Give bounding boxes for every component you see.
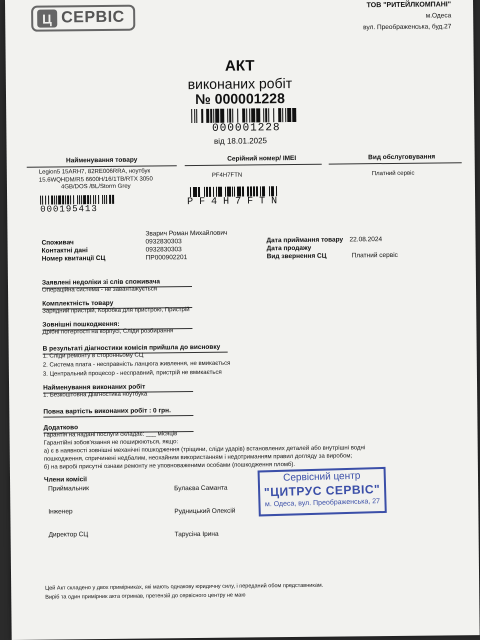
footer-note bbox=[45, 582, 323, 603]
total-cost: Повна вартість виконаних робіт : 0 грн. bbox=[43, 407, 171, 416]
logo-mark: Ц bbox=[37, 9, 57, 27]
serial-barcode-number: PF4H7FTN bbox=[187, 196, 284, 209]
extra-item: б) на виробі присутні ознаки ремонту не уповноваженими особами (пошкодження пломб). bbox=[43, 461, 296, 471]
accept-date-label: Дата приймання товару bbox=[266, 236, 344, 245]
barcode-bar bbox=[296, 108, 299, 122]
product-line: Legion5 15ARH7, 82RE006RRA, ноутбук bbox=[38, 168, 151, 176]
kit-text: Зарядний пристрій, Коробка для пристрою, Пристрій bbox=[42, 307, 190, 315]
stamp-line: "ЦИТРУС СЕРВІС" bbox=[263, 482, 381, 500]
divider bbox=[43, 415, 193, 418]
serial-number: PF4H7FTN bbox=[211, 172, 243, 179]
act-date: від 18.01.2025 bbox=[213, 136, 268, 146]
works-title: Найменування виконаних робіт bbox=[43, 383, 146, 392]
barcode-bar bbox=[277, 186, 278, 196]
extra-item: Гарантійні зобов'язання не поширюються, якщо: bbox=[43, 439, 179, 447]
col-product-header: Найменування товару bbox=[65, 156, 138, 165]
product-line: 15.6WQHDM/R5 6600H/16/1TB/RTX 3050 bbox=[38, 175, 153, 184]
accept-date: 22.08.2024 bbox=[349, 236, 383, 244]
conclusion-item: 2. Система плата - несправність ланцюга живлення, не вмикається bbox=[42, 360, 231, 369]
stamp-line: м. Одеса, вул. Преображенська, 27 bbox=[264, 498, 381, 509]
conclusion-title: В результаті діагностики комісія прийшла до висновку bbox=[42, 343, 221, 353]
sale-date-label: Дата продажу bbox=[266, 244, 312, 253]
extra-item: пошкодження, спричинені недбалим, неохайним використанням і недотриманням правил догляду за виробом; bbox=[43, 453, 353, 463]
commission-member: Рудницький Олексій bbox=[174, 507, 236, 516]
extra-item: а) є в наявності зовнішні механічні пошкодження (тріщини, сліди ударів) встановлених деталей або внутрішні водні bbox=[43, 445, 366, 455]
company-street: вул. Преображенська, буд.27 bbox=[363, 23, 452, 32]
stamp-line: Сервісний центр bbox=[283, 470, 361, 484]
conclusion-list bbox=[43, 351, 231, 380]
act-subtitle: виконаних робіт bbox=[187, 74, 293, 93]
footer-line: Цей Акт складено у двох примірниках, які мають однакову юридичну силу, і переданий обом представникам. bbox=[45, 582, 324, 592]
company-name: ТОВ "РИТЕЙЛКОМПАНІ" bbox=[366, 1, 452, 10]
product-code: 000195413 bbox=[40, 204, 98, 215]
commission-role: Приймальник bbox=[48, 485, 90, 493]
commission-member: Тарусіна Ірина bbox=[174, 530, 219, 539]
footer-line: Виріб та один примірник акта отримав, претензій до сервісного центру не маю bbox=[45, 592, 246, 601]
contact-type-label: Вид звернення СЦ bbox=[266, 252, 327, 261]
divider bbox=[329, 162, 462, 164]
conclusion-item: 1. Сліди ремонту в сторонньому СЦ bbox=[42, 352, 144, 360]
company-info bbox=[363, 0, 451, 33]
col-serial-header: Серійний номер/ IMEI bbox=[227, 154, 297, 163]
conclusion-item: 3. Центральний процесор - несправний, пристрій не вмикається bbox=[42, 369, 222, 378]
commission-member: Булаєва Саманта bbox=[174, 484, 228, 493]
product-name bbox=[39, 168, 179, 192]
customer-phone: 0932830303 bbox=[145, 238, 182, 246]
act-title: АКТ bbox=[224, 57, 255, 75]
damage-text: Дрібні потертості на корпусі, Сліди розбирання bbox=[42, 328, 174, 336]
service-center-stamp bbox=[258, 467, 387, 517]
act-barcode bbox=[191, 108, 299, 123]
works-text: 1. Безкоштовна Діагностика ноутбука bbox=[43, 391, 148, 399]
barcode-bar bbox=[114, 195, 115, 204]
act-number: № 000001228 bbox=[195, 90, 285, 108]
divider bbox=[27, 165, 177, 168]
damage-title: Зовнішні пошкодження: bbox=[42, 320, 120, 329]
product-barcode bbox=[40, 195, 116, 205]
logo-text: СЕРВІС bbox=[61, 8, 125, 27]
document-sheet bbox=[5, 0, 480, 640]
act-barcode-number: 000001228 bbox=[212, 122, 281, 135]
extra-title: Додатково bbox=[43, 424, 79, 432]
customer-label: Споживач bbox=[41, 239, 74, 247]
receipt-label: Номер квитанції СЦ bbox=[41, 254, 106, 263]
kit-title: Комплектність товару bbox=[42, 299, 114, 308]
extra-item: Гарантія на надані послуги складає: ___ місяців bbox=[43, 431, 178, 439]
commission-role: Директор СЦ bbox=[48, 531, 89, 539]
commission-title: Члени комісії bbox=[43, 476, 87, 484]
company-logo bbox=[31, 5, 135, 32]
receipt-number: ПР000902201 bbox=[145, 254, 188, 262]
customer-phone-2: 0932830303 bbox=[145, 246, 182, 254]
col-service-header: Вид обслуговування bbox=[368, 153, 436, 162]
service-type: Платний сервіс bbox=[371, 170, 415, 178]
product-line: 4GB/DOS /BL/Storm Grey bbox=[60, 183, 131, 191]
customer-name: Зварич Роман Михайлович bbox=[145, 229, 228, 238]
contact-type: Платний сервіс bbox=[351, 251, 398, 260]
extra-list bbox=[44, 428, 366, 471]
defects-title: Заявлені недоліки зі слів споживача bbox=[41, 278, 161, 287]
commission-role: Інженер bbox=[48, 508, 73, 516]
divider bbox=[185, 164, 322, 166]
defects-text: Операційна система - не завантажується bbox=[42, 286, 158, 294]
contacts-label: Контактні дані bbox=[41, 247, 88, 255]
company-city: м.Одеса bbox=[425, 12, 452, 20]
